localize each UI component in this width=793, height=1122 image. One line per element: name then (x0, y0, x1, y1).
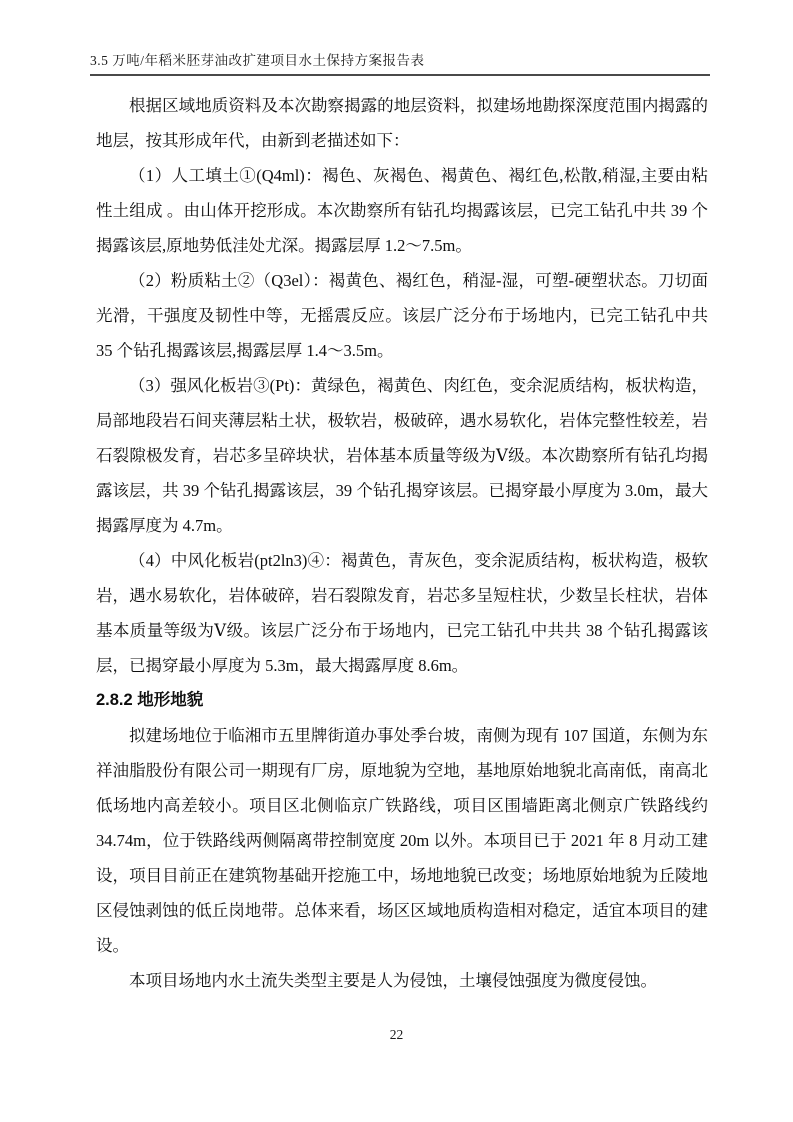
page-number: 22 (389, 1027, 404, 1042)
paragraph-layer-1-artificial-fill: （1）人工填土①(Q4ml)：褐色、灰褐色、褐黄色、褐红色,松散,稍湿,主要由粘性土组成 。由山体开挖形成。本次勘察所有钻孔均揭露该层，已完工钻孔中共 39 个揭露该层,原地势低洼处尤深。揭露层厚 1.2～7.5m。 (96, 166, 708, 255)
document-body (96, 88, 708, 998)
paragraph-layer-4-moderately-weathered-slate: （4）中风化板岩(pt2ln3)④：褐黄色，青灰色，变余泥质结构，板状构造，极软岩，遇水易软化，岩体破碎，岩石裂隙发育，岩芯多呈短柱状，少数呈长柱状，岩体基本质量等级为Ⅴ级。该层广泛分布于场地内，已完工钻孔中共共 38 个钻孔揭露该层，已揭穿最小厚度为 5.3m，最大揭露厚度 8.6m。 (96, 551, 708, 675)
page-header (90, 52, 710, 76)
paragraph-layer-2-silty-clay: （2）粉质粘土②（Q3el）：褐黄色、褐红色，稍湿-湿，可塑-硬塑状态。刀切面光滑，干强度及韧性中等，无摇震反应。该层广泛分布于场地内，已完工钻孔中共 35 个钻孔揭露该层,揭露层厚 1.4～3.5m。 (96, 271, 708, 360)
paragraph-soil-erosion: 本项目场地内水土流失类型主要是人为侵蚀，土壤侵蚀强度为微度侵蚀。 (129, 971, 657, 990)
page-footer (0, 1026, 793, 1044)
paragraph-layer-3-strongly-weathered-slate: （3）强风化板岩③(Pt)：黄绿色，褐黄色、肉红色，变余泥质结构，板状构造，局部地段岩石间夹薄层粘土状，极软岩，极破碎，遇水易软化，岩体完整性较差，岩石裂隙极发育，岩芯多呈碎块状，岩体基本质量等级为Ⅴ级。本次勘察所有钻孔均揭露该层，共 39 个钻孔揭露该层，39 个钻孔揭穿该层。已揭穿最小厚度为 3.0m，最大揭露厚度为 4.7m。 (96, 376, 708, 535)
header-title: 3.5 万吨/年稻米胚芽油改扩建项目水土保持方案报告表 (90, 53, 425, 68)
paragraph-terrain-description: 拟建场地位于临湘市五里牌街道办事处季台坡，南侧为现有 107 国道，东侧为东祥油脂股份有限公司一期现有厂房，原地貌为空地，基地原始地貌北高南低，南高北低场地内高差较小。项目区北侧临京广铁路线，项目区围墙距离北侧京广铁路线约 34.74m，位于铁路线两侧隔离带控制宽度 20m 以外。本项目已于 2021 年 8 月动工建设，项目目前正在建筑物基础开挖施工中，场地地貌已改变；场地原始地貌为丘陵地区侵蚀剥蚀的低丘岗地带。总体来看，场区区域地质构造相对稳定，适宜本项目的建设。 (96, 726, 708, 955)
section-heading-2-8-2-terrain: 2.8.2 地形地貌 (96, 691, 204, 709)
paragraph-geology-intro: 根据区域地质资料及本次勘察揭露的地层资料，拟建场地勘探深度范围内揭露的地层，按其形成年代，由新到老描述如下： (96, 96, 708, 150)
